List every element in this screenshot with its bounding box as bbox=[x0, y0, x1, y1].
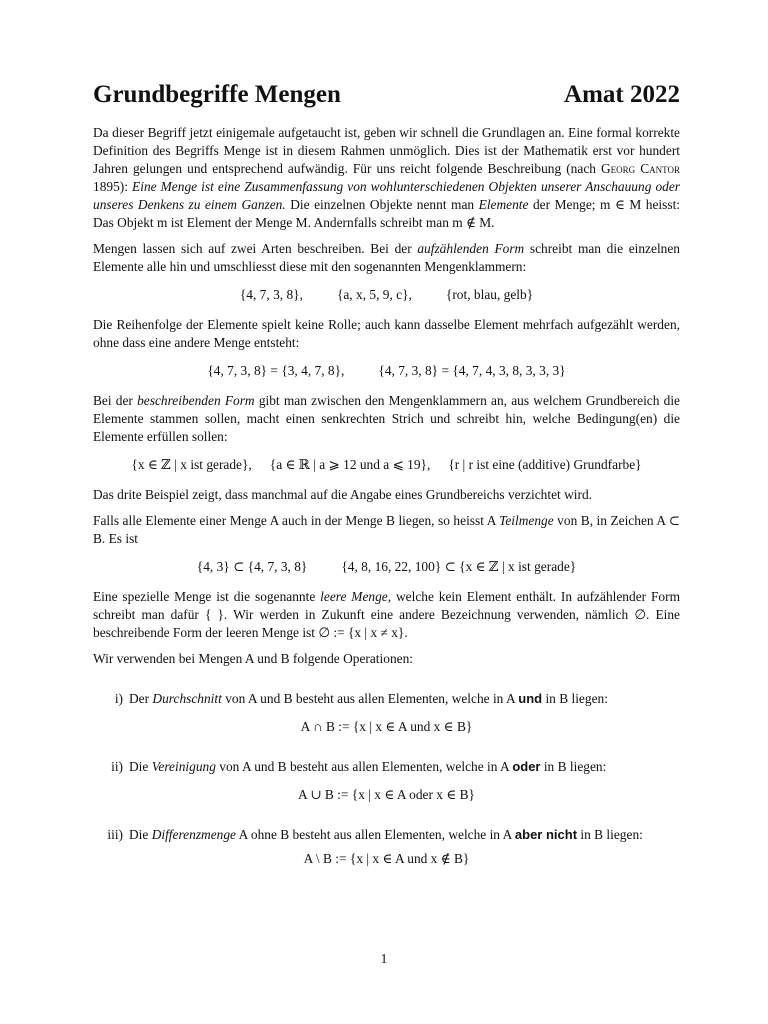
intro-paragraph: Da dieser Begriff jetzt einigemale aufgetaucht ist, geben wir schnell die Grundlagen an. Eine formal korrekte Definition des Begriffs Menge ist in diesem Rahmen unmöglich. Dies ist der Mathematik erst vor hundert Jahren gelungen und entsprechend aufwändig. Für uns reicht folgende Beschreibung (nach Georg Cantor 1895): Eine Menge ist eine Zusammenfassung von wohlunterschiedenen Objekten unserer Anschauung oder unseres Denkens zu einem Ganzen. Die einzelnen Objekte nennt man Elemente der Menge; m ∈ M heisst: Das Objekt m ist Element der Menge M. Andernfalls schreibt man m ∉ M. bbox=[93, 125, 681, 230]
operations-intro-paragraph: Wir verwenden bei Mengen A und B folgende Operationen: bbox=[93, 651, 414, 666]
formula-difference: A \ B := {x | x ∈ A und x ∉ B} bbox=[303, 851, 470, 866]
example-sets-equation: {4, 7, 3, 8}, {a, x, 5, 9, c}, {rot, blau, gelb} bbox=[239, 287, 534, 302]
course-label: Amat 2022 bbox=[564, 81, 680, 108]
empty-set-paragraph: Eine spezielle Menge ist die sogenannte leere Menge, welche kein Element enthält. In aufzählender Form schreibt man dafür { }. Wir werden in Zukunft eine andere Bezeichnung verwenden, nämlich ∅. Eine beschreibende Form der leeren Menge ist ∅ := {x | x ≠ x}. bbox=[93, 589, 681, 640]
operations-list bbox=[93, 690, 680, 868]
order-paragraph: Die Reihenfolge der Elemente spielt keine Rolle; auch kann dasselbe Element mehrfach aufgezählt werden, ohne dass eine andere Menge entsteht: bbox=[93, 317, 680, 350]
term-elemente: Elemente bbox=[478, 197, 529, 212]
term-vereinigung: Vereinigung bbox=[151, 759, 216, 774]
page-header bbox=[93, 80, 680, 110]
emphasis-oder: oder bbox=[512, 759, 541, 774]
formula-intersection: A ∩ B := {x | x ∈ A und x ∈ B} bbox=[300, 719, 473, 734]
list-number: ii) bbox=[111, 759, 123, 774]
forms-paragraph: Mengen lassen sich auf zwei Arten beschreiben. Bei der aufzählenden Form schreibt man die einzelnen Elemente alle hin und umschliesst diese mit den sogenannten Mengenklammern: bbox=[93, 241, 680, 274]
term-durchschnitt: Durchschnitt bbox=[152, 691, 222, 706]
equality-equation: {4, 7, 3, 8} = {3, 4, 7, 8}, {4, 7, 3, 8} = {4, 7, 4, 3, 8, 3, 3, 3} bbox=[207, 363, 566, 378]
list-item-vereinigung: ii) Die Vereinigung von A und B besteht aus allen Elementen, welche in A oder in B liegen: A ∪ B := {x | x ∈ A oder x ∈ B} bbox=[93, 758, 680, 804]
author-name: Georg Cantor bbox=[601, 161, 680, 176]
subset-equation: {4, 3} ⊂ {4, 7, 3, 8} {4, 8, 16, 22, 100} ⊂ {x ∈ ℤ | x ist gerade} bbox=[196, 559, 577, 574]
term-leere-menge: leere Menge bbox=[320, 589, 388, 604]
descriptive-sets-equation: {x ∈ ℤ | x ist gerade}, {a ∈ ℝ | a ⩾ 12 und a ⩽ 19}, {r | r ist eine (additive) Grundfarbe} bbox=[131, 457, 642, 472]
list-item-differenzmenge: iii) Die Differenzmenge A ohne B besteht aus allen Elementen, welche in A aber nicht in B liegen: A \ B := {x | x ∈ A und x ∉ B} bbox=[93, 826, 680, 868]
document-page bbox=[93, 80, 680, 890]
term-aufzaehlende-form: aufzählenden Form bbox=[417, 241, 525, 256]
third-example-paragraph: Das drite Beispiel zeigt, dass manchmal auf die Angabe eines Grundbereichs verzichtet wird. bbox=[93, 487, 593, 502]
descriptive-form-paragraph: Bei der beschreibenden Form gibt man zwischen den Mengenklammern an, aus welchem Grundbereich die Elemente stammen sollen, macht einen senkrechten Strich und schreibt hin, welche Bedingung(en) die Elemente erfüllen sollen: bbox=[93, 393, 680, 444]
subset-paragraph: Falls alle Elemente einer Menge A auch in der Menge B liegen, so heisst A Teilmenge von B, in Zeichen A ⊂ B. Es ist bbox=[93, 513, 680, 546]
emphasis-aber-nicht: aber nicht bbox=[514, 827, 578, 842]
page-number: 1 bbox=[380, 951, 388, 966]
term-beschreibende-form: beschreibenden Form bbox=[137, 393, 255, 408]
term-teilmenge: Teilmenge bbox=[499, 513, 554, 528]
list-item-durchschnitt: i) Der Durchschnitt von A und B besteht aus allen Elementen, welche in A und in B liegen: A ∩ B := {x | x ∈ A und x ∈ B} bbox=[93, 690, 680, 736]
page-title: Grundbegriffe Mengen bbox=[93, 81, 341, 108]
definition-quote: Eine Menge ist eine Zusammenfassung von wohlunterschiedenen Objekten unserer Anschauung oder unseres Denkens zu einem Ganzen. bbox=[93, 179, 681, 212]
term-differenzmenge: Differenzmenge bbox=[151, 827, 236, 842]
list-number: iii) bbox=[107, 827, 123, 842]
formula-union: A ∪ B := {x | x ∈ A oder x ∈ B} bbox=[298, 787, 475, 802]
list-number: i) bbox=[114, 691, 123, 706]
emphasis-und: und bbox=[518, 691, 543, 706]
